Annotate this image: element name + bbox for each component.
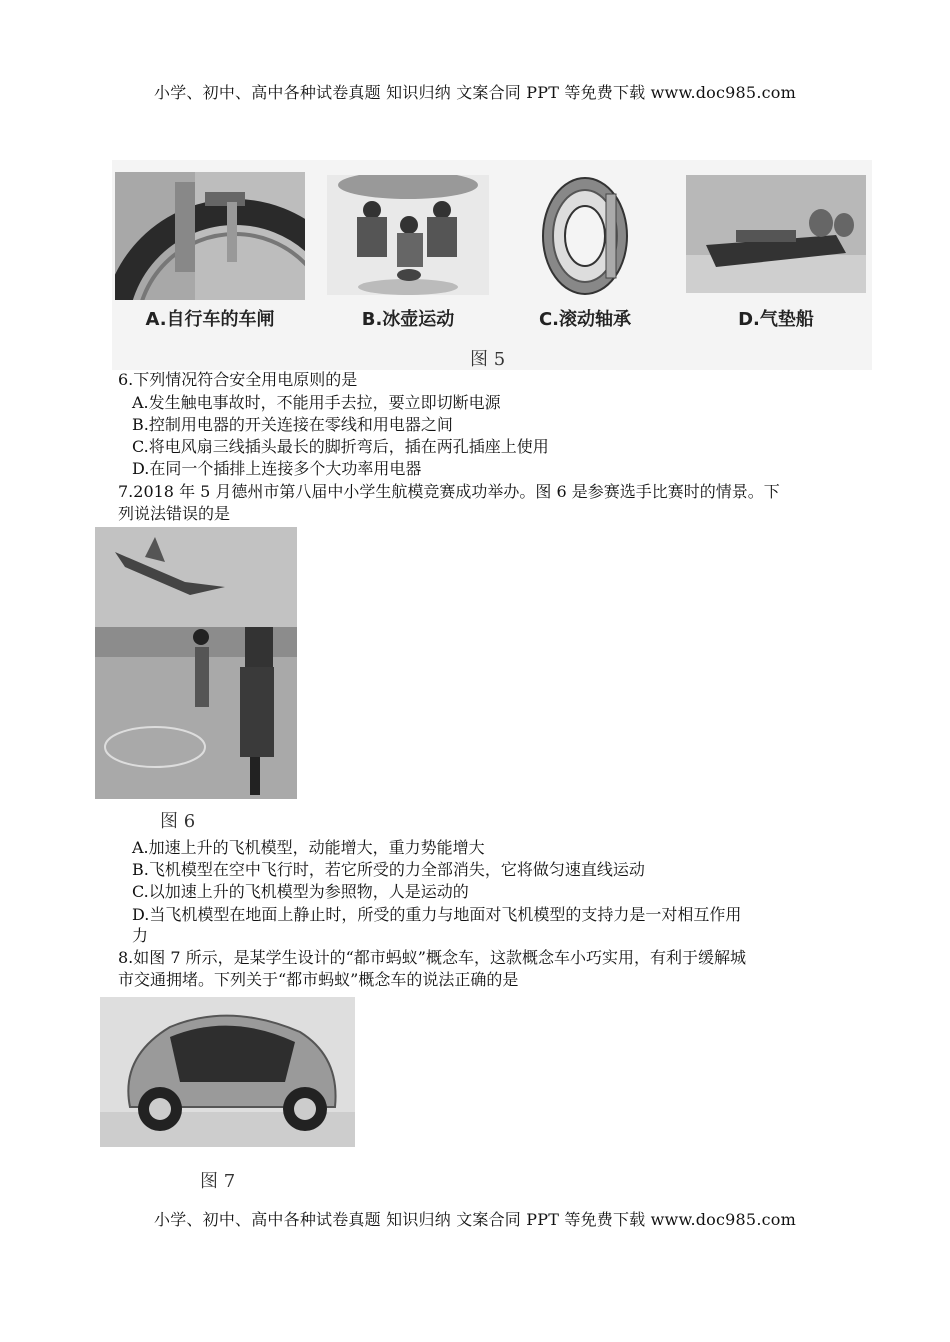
question-6-option-d: D.在同一个插排上连接多个大功率用电器 xyxy=(132,459,422,478)
model-airplane-icon xyxy=(95,527,297,799)
figure-7-label: 图 7 xyxy=(200,1171,236,1192)
hovercraft-photo xyxy=(686,175,866,293)
question-7-option-c: C.以加速上升的飞机模型为参照物，人是运动的 xyxy=(132,882,469,901)
bicycle-brake-photo xyxy=(115,172,305,300)
figure-6-photo xyxy=(95,527,297,799)
concept-car-icon xyxy=(100,997,355,1147)
figure-5-label: 图 5 xyxy=(470,349,506,370)
question-7-option-a: A.加速上升的飞机模型，动能增大，重力势能增大 xyxy=(132,838,485,857)
curling-photo xyxy=(327,175,489,295)
question-7-option-b: B.飞机模型在空中飞行时，若它所受的力全部消失，它将做匀速直线运动 xyxy=(132,860,645,879)
bicycle-brake-icon xyxy=(115,172,305,300)
question-7-option-d: D.当飞机模型在地面上静止时，所受的重力与地面对飞机模型的支持力是一对相互作用 xyxy=(132,905,742,924)
rolling-bearing-icon xyxy=(538,172,632,300)
question-7-stem-line2: 列说法错误的是 xyxy=(118,504,231,523)
page-header: 小学、初中、高中各种试卷真题 知识归纳 文案合同 PPT 等免费下载 www.doc985.com xyxy=(154,83,796,102)
curling-icon xyxy=(327,175,489,295)
figure-5-caption-b: B.冰壶运动 xyxy=(361,309,455,330)
figure-5-caption-d: D.气垫船 xyxy=(738,309,814,330)
question-6-option-a: A.发生触电事故时，不能用手去拉，要立即切断电源 xyxy=(132,393,501,412)
question-7-option-d-cont: 力 xyxy=(132,926,149,945)
question-8-stem-line1: 8.如图 7 所示，是某学生设计的“都市蚂蚁”概念车，这款概念车小巧实用，有利于缓解城 xyxy=(118,948,746,967)
page-footer: 小学、初中、高中各种试卷真题 知识归纳 文案合同 PPT 等免费下载 www.doc985.com xyxy=(154,1210,796,1229)
rolling-bearing-photo xyxy=(538,172,632,300)
figure-7-photo xyxy=(100,997,355,1147)
question-6-option-b: B.控制用电器的开关连接在零线和用电器之间 xyxy=(132,415,453,434)
question-7-stem-line1: 7.2018 年 5 月德州市第八届中小学生航模竞赛成功举办。图 6 是参赛选手比赛时的情景。下 xyxy=(118,482,780,501)
question-8-stem-line2: 市交通拥堵。下列关于“都市蚂蚁”概念车的说法正确的是 xyxy=(118,970,519,989)
question-6-stem: 6.下列情况符合安全用电原则的是 xyxy=(118,370,358,389)
figure-5-caption-a: A.自行车的车闸 xyxy=(145,309,275,330)
question-6-option-c: C.将电风扇三线插头最长的脚折弯后，插在两孔插座上使用 xyxy=(132,437,549,456)
figure-5-caption-c: C.滚动轴承 xyxy=(538,309,632,330)
figure-6-label: 图 6 xyxy=(160,811,196,832)
hovercraft-icon xyxy=(686,175,866,293)
